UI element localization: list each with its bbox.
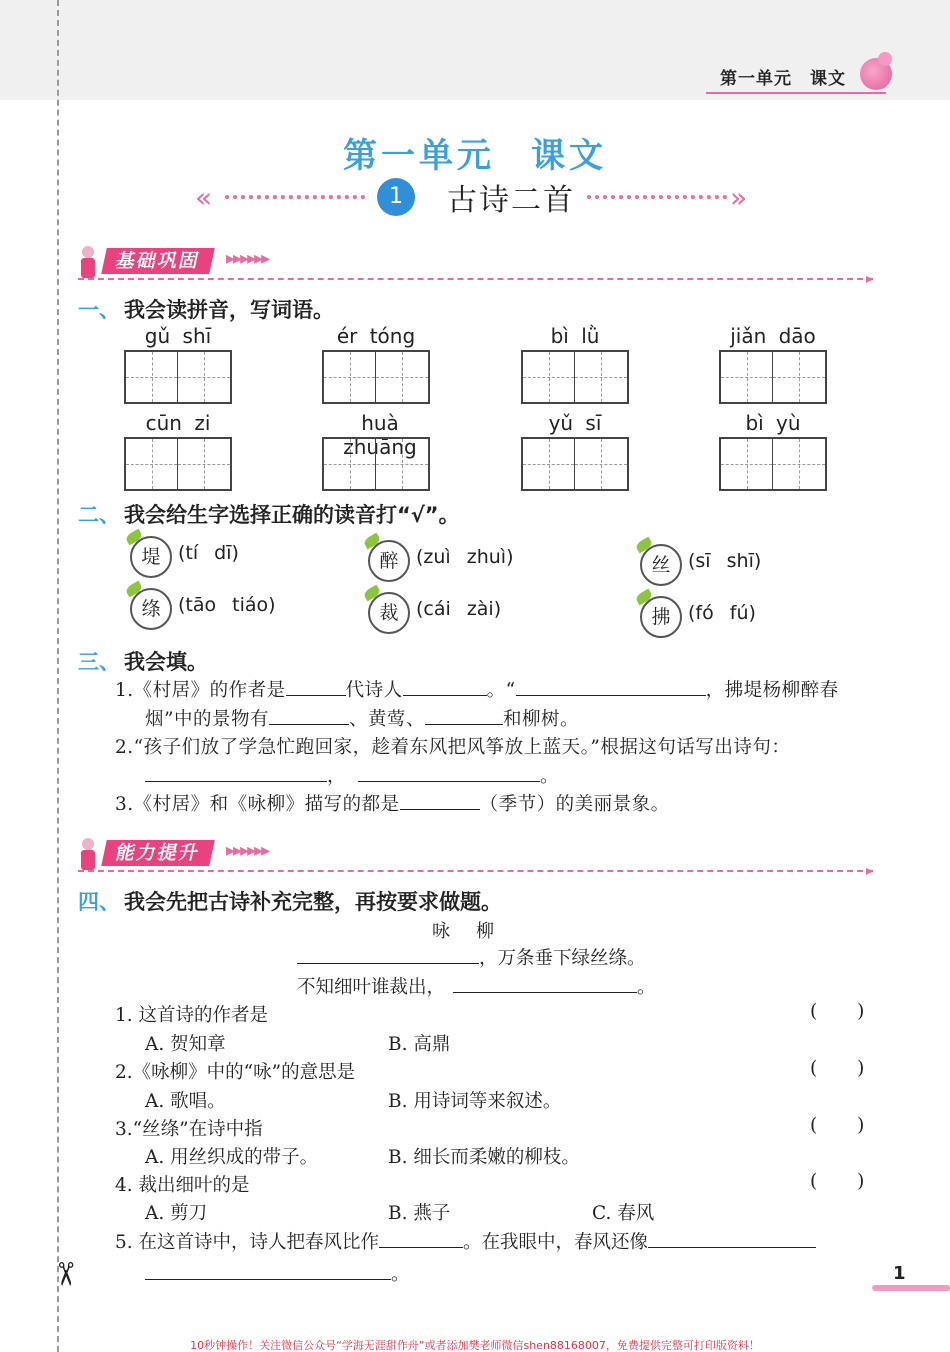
pinyin-label: bì yù xyxy=(745,411,801,435)
fill-text: （季节）的美丽景象。 xyxy=(479,794,670,815)
fill-line-2 xyxy=(145,705,579,731)
poem-line-2 xyxy=(297,973,656,999)
section-band-basic xyxy=(78,244,873,287)
running-header-rule xyxy=(706,92,886,94)
pinyin-label: gǔ shī xyxy=(144,324,212,348)
question-3-title xyxy=(78,646,208,676)
mc-option: B. 高鼎 xyxy=(388,1034,451,1055)
question-1-number: 一、 xyxy=(78,298,120,322)
poem-text: ，万条垂下绿丝绦。 xyxy=(479,948,646,969)
girl-icon xyxy=(78,838,98,872)
pinyin-label: bì lǜ xyxy=(550,324,600,348)
question-1-text: 我会读拼音，写词语。 xyxy=(124,298,334,322)
pinyin-label: jiǎn dāo xyxy=(730,324,816,348)
answer-paren[interactable]: ( ) xyxy=(810,1001,865,1022)
blank-field[interactable] xyxy=(286,678,346,696)
blank-field[interactable] xyxy=(269,707,349,725)
question-4-text: 我会先把古诗补充完整，再按要求做题。 xyxy=(124,890,502,914)
tian-grid-answer[interactable] xyxy=(521,350,629,404)
fill-text: 和柳树。 xyxy=(502,709,579,730)
char-options[interactable]: (zuì zhuì) xyxy=(416,546,514,568)
char-circle: 拂 xyxy=(640,596,682,638)
char-circle: 堤 xyxy=(130,536,172,578)
fill-line-4 xyxy=(145,762,559,788)
char-circle: 醉 xyxy=(368,540,410,582)
pinyin-label: cūn zi xyxy=(145,411,211,435)
page-number: 1 xyxy=(893,1263,906,1284)
scissors-icon: ✂ xyxy=(46,1260,85,1288)
tian-grid-answer[interactable] xyxy=(322,437,430,491)
fill-line-1 xyxy=(115,676,839,702)
fill-text: 烟”中的景物有 xyxy=(145,709,269,730)
blank-field[interactable] xyxy=(400,792,480,810)
mc-option: A. 歌唱。 xyxy=(145,1091,226,1112)
running-header xyxy=(720,64,864,89)
poem-text: 不知细叶谁裁出， xyxy=(297,977,446,998)
mc-question-5 xyxy=(115,1228,816,1254)
fill-text: ，拂堤杨柳醉春 xyxy=(705,680,839,701)
running-unit: 第一单元 xyxy=(720,69,792,89)
band-rule xyxy=(78,870,873,872)
chevron-left-icon: « xyxy=(195,181,213,214)
lesson-name: 古诗二首 xyxy=(447,183,575,218)
girl-icon xyxy=(78,246,98,280)
unit-title xyxy=(0,128,950,177)
flower-icon xyxy=(860,58,892,90)
question-3-text: 我会填。 xyxy=(124,650,208,674)
section-band-advanced xyxy=(78,836,873,879)
blank-field[interactable] xyxy=(358,764,540,782)
cut-line xyxy=(57,0,59,1352)
tian-grid-answer[interactable] xyxy=(124,437,232,491)
mc-option: B. 细长而柔嫩的柳枝。 xyxy=(388,1147,580,1168)
tian-grid-answer[interactable] xyxy=(322,350,430,404)
mc-option: B. 燕子 xyxy=(388,1203,451,1224)
arrows-icon: ▸▸▸▸▸▸ xyxy=(226,840,269,861)
blank-field[interactable] xyxy=(297,946,479,964)
lesson-heading xyxy=(195,175,755,219)
question-4-title xyxy=(78,886,502,916)
fill-text: 代诗人 xyxy=(345,680,403,701)
question-3-number: 三、 xyxy=(78,650,120,674)
blank-field[interactable] xyxy=(648,1230,816,1248)
arrows-icon: ▸▸▸▸▸▸ xyxy=(226,248,269,269)
page-number-bar xyxy=(872,1285,950,1291)
unit-title-unit: 第一单元 xyxy=(343,136,495,176)
answer-paren[interactable]: ( ) xyxy=(810,1171,865,1192)
fill-text: 。在我眼中，春风还像 xyxy=(463,1232,649,1253)
pinyin-label: huà zhuāng xyxy=(343,411,417,459)
fill-text: 。 xyxy=(540,766,560,787)
mc-question-5-cont xyxy=(145,1260,410,1286)
arrow-end-icon: ▸ xyxy=(865,271,873,287)
mc-question-1: 1. 这首诗的作者是 xyxy=(115,1005,269,1026)
answer-paren[interactable]: ( ) xyxy=(810,1058,865,1079)
blank-field[interactable] xyxy=(453,975,637,993)
fill-text: 1.《村居》的作者是 xyxy=(115,680,286,701)
tian-grid-answer[interactable] xyxy=(719,350,827,404)
section-label-advanced: 能力提升 xyxy=(101,840,215,866)
fill-text: 3.《村居》和《咏柳》描写的都是 xyxy=(115,794,400,815)
lesson-number: 1 xyxy=(377,178,415,216)
fill-line-3: 2.“孩子们放了学急忙跑回家，趁着东风把风筝放上蓝天。”根据这句话写出诗句： xyxy=(115,737,791,758)
unit-title-section: 课文 xyxy=(531,136,607,176)
mc-option: A. 剪刀 xyxy=(145,1203,208,1224)
dotted-rule-left xyxy=(225,195,365,199)
tian-grid-answer[interactable] xyxy=(719,437,827,491)
mc-option: C. 春风 xyxy=(592,1203,655,1224)
question-2-number: 二、 xyxy=(78,503,120,527)
blank-field[interactable] xyxy=(145,1262,391,1280)
char-options[interactable]: (tāo tiáo) xyxy=(178,594,276,616)
char-circle: 丝 xyxy=(640,544,682,586)
char-circle: 裁 xyxy=(368,592,410,634)
section-label-basic: 基础巩固 xyxy=(101,248,215,274)
blank-field[interactable] xyxy=(145,764,327,782)
blank-field[interactable] xyxy=(403,678,487,696)
band-rule xyxy=(78,278,873,280)
fill-text: 。“ xyxy=(486,680,516,701)
tian-grid-answer[interactable] xyxy=(521,437,629,491)
footer-notice: 10秒钟操作！关注微信公众号“学海无涯甜作舟”或者添加樊老师微信shen88168007，免费提供完整可打印版资料！ xyxy=(190,1339,760,1352)
char-options[interactable]: (sī shī) xyxy=(688,550,762,572)
tian-grid-answer[interactable] xyxy=(124,350,232,404)
fill-text: 。 xyxy=(391,1264,410,1285)
chevron-right-icon: » xyxy=(730,181,748,214)
poem-text: 。 xyxy=(637,977,656,998)
pinyin-label: yǔ sī xyxy=(548,411,602,435)
question-2-text: 我会给生字选择正确的读音打“√”。 xyxy=(124,503,460,527)
blank-field[interactable] xyxy=(516,678,706,696)
running-section: 课文 xyxy=(810,69,846,89)
mc-question-2: 2.《咏柳》中的“咏”的意思是 xyxy=(115,1062,356,1083)
blank-field[interactable] xyxy=(379,1230,463,1248)
mc-question-4: 4. 裁出细叶的是 xyxy=(115,1175,250,1196)
question-1-title xyxy=(78,294,334,324)
fill-line-5 xyxy=(115,790,670,816)
poem-line-1 xyxy=(297,944,646,970)
mc-option: A. 用丝织成的带子。 xyxy=(145,1147,319,1168)
pinyin-label: ér tóng xyxy=(336,324,416,348)
char-circle: 绦 xyxy=(130,588,172,630)
question-2-title xyxy=(78,499,460,529)
fill-text: 5. 在这首诗中，诗人把春风比作 xyxy=(115,1232,380,1253)
dotted-rule-right xyxy=(587,195,727,199)
mc-question-3: 3.“丝绦”在诗中指 xyxy=(115,1119,263,1140)
fill-text: 、黄莺、 xyxy=(348,709,425,730)
arrow-end-icon: ▸ xyxy=(865,863,873,879)
answer-paren[interactable]: ( ) xyxy=(810,1115,865,1136)
char-options[interactable]: (cái zài) xyxy=(416,598,502,620)
poem-title: 咏柳 xyxy=(432,921,520,942)
question-4-number: 四、 xyxy=(78,890,120,914)
char-options[interactable]: (tí dī) xyxy=(178,542,239,564)
blank-field[interactable] xyxy=(425,707,503,725)
mc-option: A. 贺知章 xyxy=(145,1034,226,1055)
mc-option: B. 用诗词等来叙述。 xyxy=(388,1091,562,1112)
fill-text: ， xyxy=(327,766,347,787)
char-options[interactable]: (fó fú) xyxy=(688,602,756,624)
